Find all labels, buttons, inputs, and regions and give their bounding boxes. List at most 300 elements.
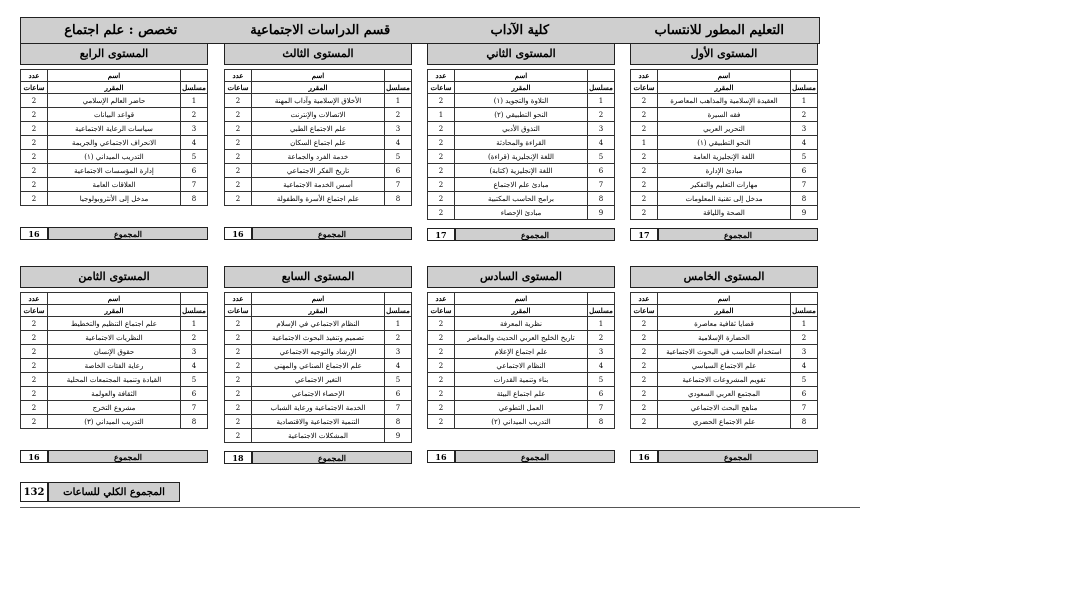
hours-header: ساعات (225, 82, 252, 94)
courses-table (224, 69, 412, 219)
course-serial: 3 (588, 345, 615, 359)
course-row (21, 373, 208, 387)
course-hours: 2 (428, 150, 455, 164)
course-serial: 3 (181, 122, 208, 136)
course-serial: 2 (588, 331, 615, 345)
course-serial: 1 (791, 317, 818, 331)
course-serial: 5 (588, 150, 615, 164)
course-serial: 3 (181, 345, 208, 359)
course-hours: 2 (631, 373, 658, 387)
course-row (21, 178, 208, 192)
course-row (225, 192, 412, 206)
course-header-top: اسم (48, 70, 181, 82)
course-serial: 2 (181, 108, 208, 122)
course-row (225, 164, 412, 178)
course-row (631, 178, 818, 192)
course-name: النظام الاجتماعي في الإسلام (252, 317, 385, 331)
course-row (631, 401, 818, 415)
course-name: الأخلاق الإسلامية وآداب المهنة (252, 94, 385, 108)
course-row (631, 373, 818, 387)
course-header-top: اسم (252, 70, 385, 82)
course-hours: 2 (428, 401, 455, 415)
header-row (631, 82, 818, 94)
course-name: الاتصالات والإنترنت (252, 108, 385, 122)
level-sum (427, 228, 615, 241)
course-row (225, 331, 412, 345)
course-name: رعاية الفئات الخاصة (48, 359, 181, 373)
course-name: الإرشاد والتوجيه الاجتماعي (252, 345, 385, 359)
course-name: النظام الاجتماعي (455, 359, 588, 373)
course-row (21, 94, 208, 108)
course-header: المقرر (252, 82, 385, 94)
specialization-title: تخصص : علم اجتماع (64, 23, 178, 38)
course-row (225, 150, 412, 164)
course-row (21, 192, 208, 206)
level-title: المستوى الثامن (20, 266, 208, 288)
course-serial: 3 (588, 122, 615, 136)
course-name: علم اجتماع البيئة (455, 387, 588, 401)
course-hours: 2 (428, 331, 455, 345)
course-name: تصميم وتنفيذ البحوث الاجتماعية (252, 331, 385, 345)
course-serial: 6 (385, 387, 412, 401)
course-hours: 2 (428, 317, 455, 331)
course-name: التلاوة والتجويد (١) (455, 94, 588, 108)
course-hours: 2 (225, 359, 252, 373)
course-name: علم الاجتماع السياسي (658, 359, 791, 373)
course-hours: 2 (225, 373, 252, 387)
course-name: خدمة الفرد والجماعة (252, 150, 385, 164)
course-row (21, 150, 208, 164)
course-row (428, 122, 615, 136)
course-serial: 1 (385, 94, 412, 108)
course-name: النحو التطبيقي (١) (658, 136, 791, 150)
hours-header-top: عدد (21, 70, 48, 82)
course-name: العمل التطوعي (455, 401, 588, 415)
hours-header: ساعات (225, 305, 252, 317)
course-name: الصحة واللياقة (658, 206, 791, 220)
course-serial: 8 (791, 192, 818, 206)
course-serial: 8 (181, 415, 208, 429)
level-sum (20, 450, 208, 463)
course-hours: 2 (21, 178, 48, 192)
course-row (225, 401, 412, 415)
sum-value: 16 (630, 450, 658, 463)
spacer-cell (631, 429, 818, 443)
header-row (428, 70, 615, 82)
course-serial: 6 (791, 164, 818, 178)
course-name: علم اجتماع الإعلام (455, 345, 588, 359)
course-hours: 2 (225, 401, 252, 415)
level-block (20, 266, 208, 463)
course-name: مهارات التعليم والتفكير (658, 178, 791, 192)
course-serial: 8 (588, 415, 615, 429)
serial-header-top (385, 70, 412, 82)
spacer-cell (21, 206, 208, 220)
hours-header: ساعات (21, 82, 48, 94)
course-row (21, 317, 208, 331)
course-row (631, 415, 818, 429)
course-serial: 1 (181, 317, 208, 331)
spacer-row (21, 429, 208, 443)
course-row (428, 206, 615, 220)
course-name: مدخل إلى الأنثروبولوجيا (48, 192, 181, 206)
course-row (21, 415, 208, 429)
serial-header-top (181, 293, 208, 305)
course-name: مدخل إلى تقنية المعلومات (658, 192, 791, 206)
course-name: المجتمع العربي السعودي (658, 387, 791, 401)
course-serial: 4 (588, 359, 615, 373)
course-serial: 6 (588, 387, 615, 401)
level-block (630, 43, 818, 241)
sum-value: 16 (427, 450, 455, 463)
course-serial: 6 (791, 387, 818, 401)
course-row (631, 164, 818, 178)
sum-label: المجموع (455, 450, 615, 463)
course-name: اللغة الإنجليزية (قراءة) (455, 150, 588, 164)
course-hours: 2 (428, 136, 455, 150)
course-hours: 2 (428, 387, 455, 401)
course-name: الإحصاء الاجتماعي (252, 387, 385, 401)
course-hours: 2 (21, 122, 48, 136)
course-serial: 9 (588, 206, 615, 220)
course-hours: 2 (631, 401, 658, 415)
course-serial: 7 (791, 401, 818, 415)
course-row (225, 429, 412, 443)
course-row (428, 108, 615, 122)
course-serial: 7 (181, 401, 208, 415)
course-serial: 2 (791, 108, 818, 122)
level-title: المستوى الرابع (20, 43, 208, 65)
course-name: علم الاجتماع الصناعي والمهني (252, 359, 385, 373)
course-hours: 2 (21, 401, 48, 415)
course-serial: 9 (385, 429, 412, 443)
course-name: فقه السيرة (658, 108, 791, 122)
course-row (428, 317, 615, 331)
serial-header: مسلسل (589, 306, 613, 315)
course-name: التدريب الميداني (٣) (48, 415, 181, 429)
course-hours: 2 (225, 178, 252, 192)
course-serial: 5 (181, 373, 208, 387)
serial-header-top (791, 70, 818, 82)
course-row (428, 359, 615, 373)
course-header-top: اسم (48, 293, 181, 305)
course-hours: 1 (631, 136, 658, 150)
course-hours: 2 (225, 108, 252, 122)
course-serial: 2 (385, 331, 412, 345)
course-serial: 7 (588, 178, 615, 192)
course-header: المقرر (252, 305, 385, 317)
course-name: التدريب الميداني (١) (48, 150, 181, 164)
course-row (428, 150, 615, 164)
course-row (428, 136, 615, 150)
course-name: تاريخ الخليج العربي الحديث والمعاصر (455, 331, 588, 345)
course-serial: 1 (588, 94, 615, 108)
level-sum (630, 450, 818, 463)
bottom-divider (20, 507, 860, 508)
course-row (631, 387, 818, 401)
course-header: المقرر (455, 82, 588, 94)
course-serial: 7 (385, 178, 412, 192)
course-serial: 1 (181, 94, 208, 108)
courses-table (630, 69, 818, 220)
course-row (225, 136, 412, 150)
course-row (225, 108, 412, 122)
header-row (21, 82, 208, 94)
course-row (21, 136, 208, 150)
level-sum (224, 451, 412, 464)
sum-value: 17 (630, 228, 658, 241)
spacer-row (428, 429, 615, 443)
course-header: المقرر (455, 305, 588, 317)
course-name: تقويم المشروعات الاجتماعية (658, 373, 791, 387)
course-name: علم اجتماع الأسرة والطفولة (252, 192, 385, 206)
serial-header-top (588, 70, 615, 82)
course-hours: 2 (225, 136, 252, 150)
hours-header-top: عدد (631, 293, 658, 305)
course-name: بناء وتنمية القدرات (455, 373, 588, 387)
course-hours: 2 (21, 108, 48, 122)
sum-label: المجموع (252, 451, 412, 464)
hours-header: ساعات (428, 82, 455, 94)
course-hours: 2 (631, 345, 658, 359)
courses-table (427, 69, 615, 220)
hours-header: ساعات (631, 305, 658, 317)
course-name: أسس الخدمة الاجتماعية (252, 178, 385, 192)
course-row (225, 94, 412, 108)
course-row (225, 359, 412, 373)
courses-table (20, 69, 208, 219)
course-serial: 4 (181, 136, 208, 150)
level-sum (630, 228, 818, 241)
header-row (21, 293, 208, 305)
spacer-cell (225, 206, 412, 220)
course-hours: 2 (225, 345, 252, 359)
course-serial: 5 (385, 150, 412, 164)
header-row (21, 305, 208, 317)
sum-label: المجموع (48, 227, 208, 240)
course-row (21, 359, 208, 373)
course-row (225, 415, 412, 429)
sum-label: المجموع (658, 450, 818, 463)
hours-header-top: عدد (631, 70, 658, 82)
level-title: المستوى الثالث (224, 43, 412, 65)
course-serial: 5 (791, 373, 818, 387)
level-title: المستوى السابع (224, 266, 412, 288)
course-name: العقيدة الإسلامية والمذاهب المعاصرة (658, 94, 791, 108)
course-serial: 5 (791, 150, 818, 164)
course-name: علم اجتماع التنظيم والتخطيط (48, 317, 181, 331)
course-hours: 2 (21, 317, 48, 331)
sum-value: 17 (427, 228, 455, 241)
course-row (631, 359, 818, 373)
level-sum (427, 450, 615, 463)
course-hours: 2 (631, 108, 658, 122)
course-serial: 8 (385, 192, 412, 206)
course-name: القراءة والمحادثة (455, 136, 588, 150)
level-block (224, 266, 412, 464)
course-row (225, 373, 412, 387)
course-header: المقرر (658, 82, 791, 94)
course-hours: 2 (21, 331, 48, 345)
course-serial: 4 (791, 359, 818, 373)
level-title: المستوى السادس (427, 266, 615, 288)
course-hours: 2 (225, 122, 252, 136)
hours-header: ساعات (631, 82, 658, 94)
course-row (21, 122, 208, 136)
course-row (428, 373, 615, 387)
course-hours: 2 (631, 331, 658, 345)
course-name: حقوق الإنسان (48, 345, 181, 359)
course-hours: 2 (631, 317, 658, 331)
grand-total-value: 132 (20, 482, 48, 502)
course-name: العلاقات العامة (48, 178, 181, 192)
course-serial: 5 (181, 150, 208, 164)
course-name: اللغة الإنجليزية العامة (658, 150, 791, 164)
course-serial: 4 (181, 359, 208, 373)
course-name: التغير الاجتماعي (252, 373, 385, 387)
course-name: النظريات الاجتماعية (48, 331, 181, 345)
course-serial: 6 (181, 164, 208, 178)
course-serial: 8 (181, 192, 208, 206)
department-title: قسم الدراسات الاجتماعية (250, 23, 391, 38)
course-serial: 2 (181, 331, 208, 345)
course-name: التحرير العربي (658, 122, 791, 136)
course-name: التدريب الميداني (٢) (455, 415, 588, 429)
serial-header-top (588, 293, 615, 305)
grand-total (20, 482, 180, 502)
course-header-top: اسم (658, 70, 791, 82)
course-name: علم الاجتماع الحضري (658, 415, 791, 429)
course-hours: 2 (428, 373, 455, 387)
course-row (225, 387, 412, 401)
course-hours: 2 (21, 94, 48, 108)
college-title: كلية الآداب (490, 23, 550, 38)
courses-table (224, 292, 412, 443)
sum-value: 16 (224, 227, 252, 240)
course-name: المشكلات الاجتماعية (252, 429, 385, 443)
serial-header-top (791, 293, 818, 305)
level-title: المستوى الثاني (427, 43, 615, 65)
course-row (21, 164, 208, 178)
course-serial: 1 (791, 94, 818, 108)
courses-table (630, 292, 818, 442)
course-row (631, 136, 818, 150)
header-row (428, 293, 615, 305)
course-hours: 2 (225, 192, 252, 206)
course-hours: 2 (225, 150, 252, 164)
course-hours: 2 (428, 345, 455, 359)
sum-label: المجموع (252, 227, 412, 240)
course-hours: 2 (21, 373, 48, 387)
level-block (224, 43, 412, 240)
course-serial: 7 (181, 178, 208, 192)
course-hours: 2 (428, 206, 455, 220)
course-serial: 8 (791, 415, 818, 429)
course-name: مناهج البحث الاجتماعي (658, 401, 791, 415)
level-block (630, 266, 818, 463)
course-header: المقرر (658, 305, 791, 317)
course-name: نظرية المعرفة (455, 317, 588, 331)
course-header-top: اسم (455, 70, 588, 82)
header-row (631, 305, 818, 317)
serial-header-top (181, 70, 208, 82)
course-name: التذوق الأدبي (455, 122, 588, 136)
spacer-row (21, 206, 208, 220)
course-row (428, 387, 615, 401)
course-serial: 5 (588, 373, 615, 387)
course-hours: 2 (21, 359, 48, 373)
hours-header-top: عدد (225, 293, 252, 305)
course-hours: 2 (428, 192, 455, 206)
serial-header: مسلسل (792, 306, 816, 315)
course-hours: 1 (428, 108, 455, 122)
course-row (21, 331, 208, 345)
course-name: علم الاجتماع الطبي (252, 122, 385, 136)
course-hours: 2 (631, 359, 658, 373)
header-row (428, 82, 615, 94)
header-row (631, 293, 818, 305)
course-row (631, 108, 818, 122)
course-hours: 2 (225, 429, 252, 443)
course-serial: 9 (791, 206, 818, 220)
course-hours: 2 (225, 387, 252, 401)
course-row (631, 206, 818, 220)
course-serial: 6 (385, 164, 412, 178)
course-header: المقرر (48, 305, 181, 317)
serial-header: مسلسل (386, 306, 410, 315)
course-row (631, 150, 818, 164)
course-serial: 2 (588, 108, 615, 122)
course-name: إدارة المؤسسات الاجتماعية (48, 164, 181, 178)
course-row (428, 192, 615, 206)
course-hours: 2 (428, 122, 455, 136)
course-hours: 2 (225, 94, 252, 108)
course-header-top: اسم (455, 293, 588, 305)
course-serial: 1 (588, 317, 615, 331)
serial-header-top (385, 293, 412, 305)
grand-total-label: المجموع الكلي للساعات (48, 482, 180, 502)
course-name: اللغة الإنجليزية (كتابة) (455, 164, 588, 178)
course-hours: 2 (428, 164, 455, 178)
course-hours: 2 (225, 415, 252, 429)
course-name: مشروع التخرج (48, 401, 181, 415)
course-name: الحضارة الإسلامية (658, 331, 791, 345)
course-hours: 2 (21, 345, 48, 359)
course-serial: 4 (791, 136, 818, 150)
level-title: المستوى الخامس (630, 266, 818, 288)
course-hours: 2 (428, 359, 455, 373)
course-header-top: اسم (658, 293, 791, 305)
course-hours: 2 (631, 192, 658, 206)
course-hours: 2 (21, 415, 48, 429)
course-hours: 2 (631, 206, 658, 220)
course-name: قضايا ثقافية معاصرة (658, 317, 791, 331)
course-row (21, 387, 208, 401)
course-hours: 2 (21, 192, 48, 206)
course-serial: 3 (791, 122, 818, 136)
sum-value: 16 (20, 227, 48, 240)
course-name: سياسات الرعاية الاجتماعية (48, 122, 181, 136)
course-serial: 3 (385, 122, 412, 136)
header-row (225, 70, 412, 82)
course-serial: 2 (385, 108, 412, 122)
course-row (428, 178, 615, 192)
hours-header-top: عدد (428, 293, 455, 305)
sum-label: المجموع (658, 228, 818, 241)
course-name: علم اجتماع السكان (252, 136, 385, 150)
course-row (428, 415, 615, 429)
courses-table (20, 292, 208, 442)
